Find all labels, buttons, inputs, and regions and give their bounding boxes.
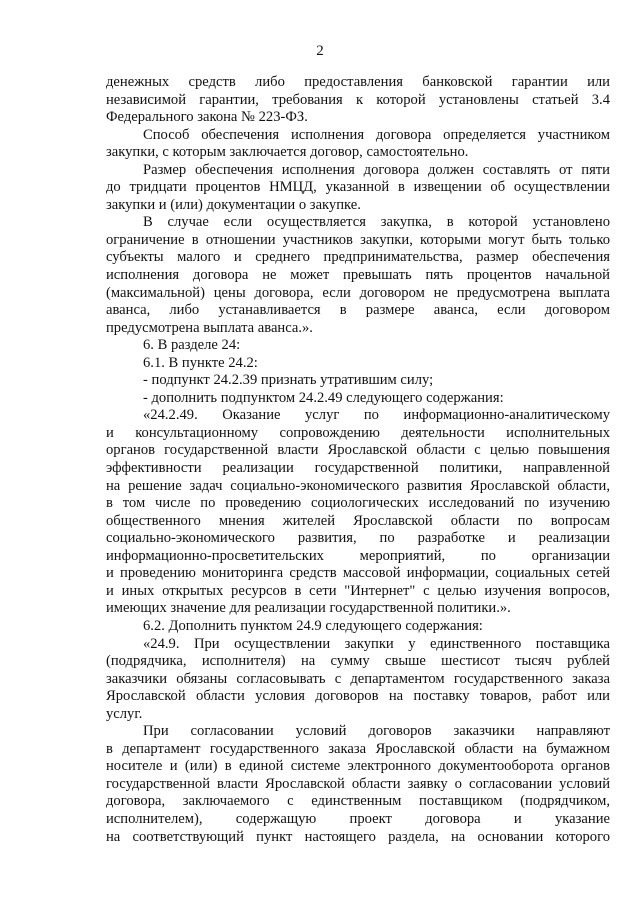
text-line: ограничение в отношении участников закупки, которыми могут быть только <box>106 231 610 248</box>
text-line: носителе и (или) в единой системе электронного документооборота органов <box>106 758 610 775</box>
text-line: субъекты малого и среднего предпринимательства, размер обеспечения <box>106 249 610 266</box>
text-line: «24.2.49. Оказание услуг по информационно-аналитическому <box>143 407 610 424</box>
text-line: и проведению мониторинга средств массовой информации, социальных сетей <box>106 565 610 582</box>
text-line: В случае если осуществляется закупка, в которой установлено <box>143 214 610 231</box>
text-line: 6.2. Дополнить пунктом 24.9 следующего содержания: <box>143 617 483 634</box>
text-line: Способ обеспечения исполнения договора определяется участником <box>143 126 610 143</box>
text-line: до тридцати процентов НМЦД, указанной в извещении об осуществлении <box>106 179 610 196</box>
text-line: договора, заключаемого с единственным поставщиком (подрядчиком, <box>106 793 610 810</box>
text-line: (максимальной) цены договора, если договором не предусмотрена выплата <box>106 284 610 301</box>
text-line: государственной власти Ярославской области заявку о согласовании условий <box>106 775 610 792</box>
text-line: Федерального закона № 223-ФЗ. <box>106 109 308 126</box>
text-line: (подрядчика, исполнителя) на сумму свыше шестисот тысяч рублей <box>106 653 610 670</box>
text-line: Ярославской области условия договоров на поставку товаров, работ или <box>106 688 610 705</box>
text-line: исполнителем), содержащую проект договора и указание <box>106 810 610 827</box>
text-line: на решение задач социально-экономического развития Ярославской области, <box>106 477 610 494</box>
text-line: исполнения договора не может превышать пять процентов начальной <box>106 267 610 284</box>
text-line: в том числе по проведению социологических исследований по изучению <box>106 495 610 512</box>
document-body <box>106 74 610 846</box>
text-line: «24.9. При осуществлении закупки у единственного поставщика <box>143 635 610 652</box>
text-line: аванса, либо устанавливается в размере аванса, если договором <box>106 302 610 319</box>
text-line: денежных средств либо предоставления банковской гарантии или <box>106 74 610 90</box>
text-line: Размер обеспечения исполнения договора должен составлять от пяти <box>143 161 610 178</box>
text-line: При согласовании условий договоров заказчики направляют <box>143 723 610 740</box>
text-line: в департамент государственного заказа Ярославской области на бумажном <box>106 740 610 757</box>
text-line: социально-экономического развития, по разработке и реализации <box>106 530 610 547</box>
text-line: эффективности реализации государственной политики, направленной <box>106 460 610 477</box>
text-line: независимой гарантии, требования к которой установлены статьей 3.4 <box>106 91 610 108</box>
text-line: 6. В разделе 24: <box>143 337 241 354</box>
text-line: услуг. <box>106 705 143 722</box>
text-line: имеющих значение для реализации государственной политики.». <box>106 600 511 617</box>
text-line: 6.1. В пункте 24.2: <box>143 354 258 371</box>
text-line: закупки, с которым заключается договор, самостоятельно. <box>106 144 469 161</box>
text-line: закупки и (или) документации о закупке. <box>106 196 361 213</box>
text-line: органов государственной власти Ярославской области с целью повышения <box>106 442 610 459</box>
text-line: и иных открытых ресурсов в сети "Интернет" с целью изучения вопросов, <box>106 582 610 599</box>
page-number: 2 <box>316 43 324 59</box>
text-line: предусмотрена выплата аванса.». <box>106 319 313 336</box>
text-line: на соответствующий пункт настоящего раздела, на основании которого <box>106 828 610 845</box>
text-line: - дополнить подпунктом 24.2.49 следующего содержания: <box>143 389 504 406</box>
text-line: информационно-просветительских мероприятий, по организации <box>106 547 610 564</box>
text-line: и консультационному сопровождению деятельности исполнительных <box>106 424 610 441</box>
text-line: - подпункт 24.2.39 признать утратившим силу; <box>143 372 434 389</box>
text-line: заказчики обязаны согласовывать с департаментом государственного заказа <box>106 670 610 687</box>
text-line: общественного мнения жителей Ярославской области по вопросам <box>106 512 610 529</box>
